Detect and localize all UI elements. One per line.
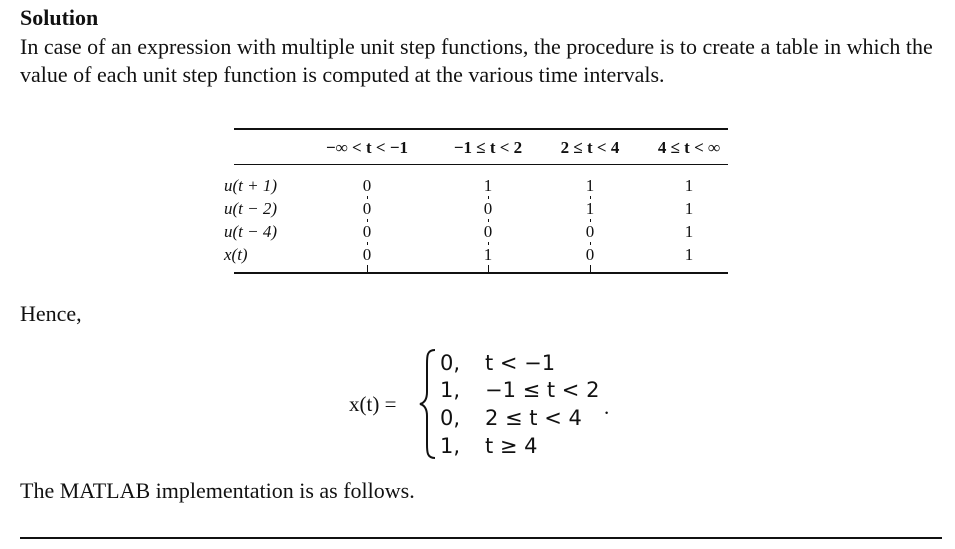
equation-lhs: x(t) = (349, 392, 397, 416)
bottom-rule (20, 537, 942, 539)
table-header-rule (234, 164, 728, 165)
table-cell: 1 (684, 199, 694, 218)
table-cell: 1 (585, 176, 595, 195)
table-header-interval-4: 4 ≤ t < ∞ (657, 138, 721, 157)
table-cell: 0 (362, 245, 372, 264)
case-condition: t ≥ 4 (485, 434, 538, 458)
table-cell: 0 (362, 176, 372, 195)
case-value: 1, (440, 378, 461, 402)
table-cell: 1 (684, 222, 694, 241)
equation-period: . (604, 395, 610, 419)
table-top-rule (234, 128, 728, 130)
table-bottom-rule (234, 272, 728, 274)
table-header-interval-2: −1 ≤ t < 2 (453, 138, 523, 157)
case-condition: 2 ≤ t < 4 (485, 406, 582, 430)
table-row-label: u(t − 2) (224, 199, 278, 218)
table-row-label: u(t − 4) (224, 222, 278, 241)
case-condition: t < −1 (485, 351, 556, 375)
table-cell: 1 (684, 176, 694, 195)
table-cell: 0 (362, 199, 372, 218)
left-brace-icon (418, 348, 438, 460)
hence-text: Hence, (20, 301, 82, 326)
case-condition: −1 ≤ t < 2 (485, 378, 600, 402)
table-cell: 1 (684, 245, 694, 264)
table-cell: 0 (362, 222, 372, 241)
table-cell: 1 (483, 245, 493, 264)
case-value: 0, (440, 406, 461, 430)
table-header-interval-1: −∞ < t < −1 (325, 138, 409, 157)
table-cell: 0 (585, 222, 595, 241)
intro-paragraph: In case of an expression with multiple unit step functions, the procedure is to create a table in which the value of each unit step function is computed at the various time intervals. (20, 34, 933, 87)
case-value: 1, (440, 434, 461, 458)
table-cell: 0 (483, 222, 493, 241)
table-row-label: x(t) (224, 245, 248, 264)
table-cell: 0 (483, 199, 493, 218)
table-cell: 0 (585, 245, 595, 264)
table-row-label: u(t + 1) (224, 176, 278, 195)
table-cell: 1 (483, 176, 493, 195)
table-cell: 1 (585, 199, 595, 218)
section-heading: Solution (20, 5, 99, 30)
unit-step-table (224, 128, 728, 273)
table-header-interval-3: 2 ≤ t < 4 (560, 138, 620, 157)
matlab-intro-text: The MATLAB implementation is as follows. (20, 478, 415, 503)
case-value: 0, (440, 351, 461, 375)
